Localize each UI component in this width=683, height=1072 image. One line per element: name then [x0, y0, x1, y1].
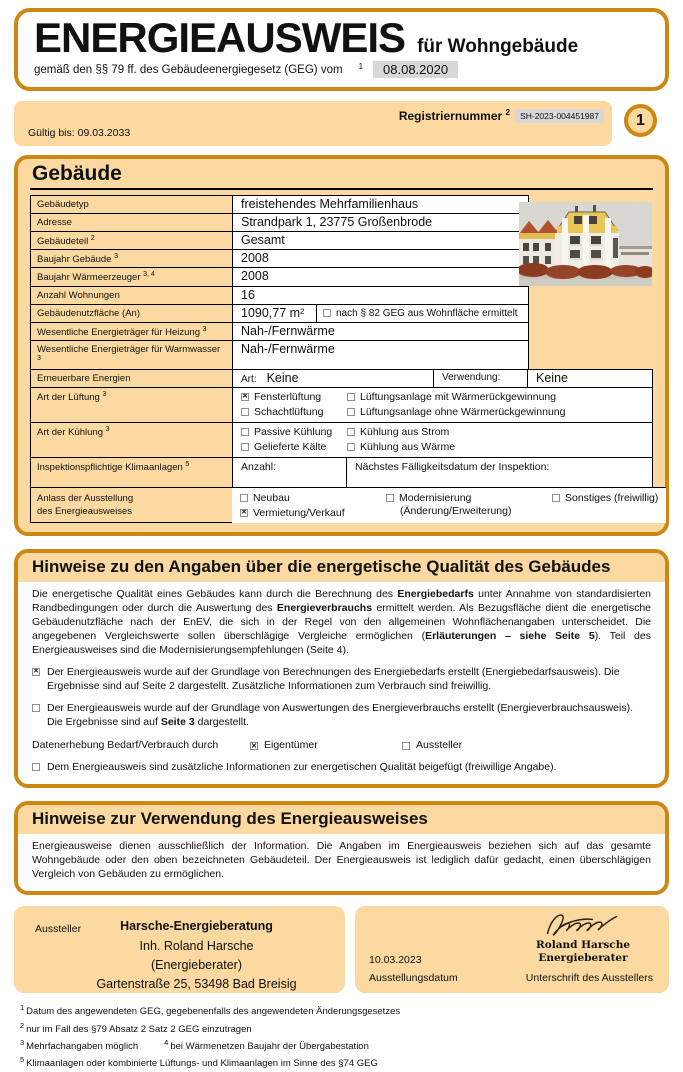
row-value-baujahr-gebaeude: 2008	[232, 249, 529, 268]
renewable-use-label: Verwendung:	[433, 369, 528, 388]
row-label-baujahr-gebaeude: Baujahr Gebäude $^3$	[30, 249, 233, 268]
footnotes	[14, 1002, 669, 1071]
additional-info-text: Dem Energieausweis sind zusätzliche Informationen zur energetischen Qualität beigefügt (freiwillige Angabe).	[47, 761, 557, 774]
row-value-adresse: Strandpark 1, 23775 Großenbrode	[232, 213, 529, 232]
row-label-anlass: Anlass der Ausstellung des Energieausweises	[30, 487, 233, 523]
footnote-5: $^5$ Klimaanlagen oder kombinierte Lüftungs- und Klimaanlagen im Sinne des §74 GEG	[20, 1055, 378, 1070]
bedarfsausweis-item	[32, 666, 651, 694]
checkbox-verbrauchsausweis[interactable]	[32, 704, 40, 712]
valid-until-date: 09.03.2033	[77, 127, 131, 140]
row-label-heizung: Wesentliche Energieträger für Heizung $^3$	[30, 322, 233, 341]
row-value-nutzflaeche: 1090,77 m²	[232, 304, 317, 323]
table-row-ventilation	[30, 387, 653, 423]
row-label-gebaeudetyp: Gebäudetyp	[30, 195, 233, 214]
checkbox-kuehlung-waerme[interactable]	[347, 443, 355, 451]
issue-date: 10.03.2023	[369, 954, 422, 967]
checkbox-wohnflaeche-label: nach § 82 GEG aus Wohnfläche ermittelt	[336, 307, 518, 319]
checkbox-aussteller[interactable]	[402, 742, 410, 750]
renewable-use-value: Keine	[527, 369, 653, 388]
issuer-box	[14, 906, 345, 993]
signature-scribble	[541, 911, 625, 939]
modernisierung-subnote: (Änderung/Erweiterung)	[400, 504, 512, 517]
row-label-erneuerbare: Erneuerbare Energien	[30, 369, 233, 388]
bedarfsausweis-text: Der Energieausweis wurde auf der Grundlage von Berechnungen des Energiebedarfs erstellt (Energiebedarfsausweis). Die Ergebnisse sind auf Seite 2 dargestellt. Zusätzliche Informationen zum Verbrauch sind freiwillig.	[47, 665, 620, 692]
row-label-warmwasser: Wesentliche Energieträger für Warmwasser $^3$	[30, 340, 233, 370]
footnote-marker-1: 1	[358, 62, 364, 72]
checkbox-fensterlueftung[interactable]: ✕	[242, 393, 248, 401]
additional-info-item	[32, 761, 651, 775]
table-row-occasion	[30, 487, 659, 523]
checkbox-sonstiges[interactable]	[552, 494, 560, 502]
data-collection-label: Datenerhebung Bedarf/Verbrauch durch	[32, 739, 219, 752]
checkbox-kuehlung-strom[interactable]	[347, 428, 355, 436]
checkbox-bedarfsausweis[interactable]: ✕	[33, 668, 39, 676]
registration-number: SH-2023-004451987	[515, 109, 604, 123]
cooling-options: Passive Kühlung Gelieferte Kälte Kühlung aus Strom Kühlung aus Wärme	[232, 422, 653, 458]
footnote-3-4: $^3$ Mehrfachangaben möglich $^4$ bei Wärmenetzen Baujahr der Übergabestation	[20, 1037, 369, 1053]
ventilation-options: ✕ Fensterlüftung Schachtlüftung Lüftungsanlage mit Wärmerückgewinnung Lüftungsanlage ohne Wärmerückgewinnung	[232, 387, 653, 423]
signer-name: Roland Harsche	[535, 939, 631, 952]
issuer-address: Gartenstraße 25, 53498 Bad Breisig	[96, 977, 297, 992]
geg-date-field: 08.08.2020	[373, 61, 458, 78]
usage-paragraph: Energieausweise dienen ausschließlich der Information. Die Angaben im Energieausweis beziehen sich auf das gesamte Wohngebäude oder den oben bezeichneten Gebäudeteil. Der Energieausweis ist lediglich dafür gedacht, einen überschlägigen Vergleich von Gebäuden zu ermöglichen.	[32, 840, 651, 881]
row-label-anzahl-wohnungen: Anzahl Wohnungen	[30, 286, 233, 305]
inspection-due-field[interactable]: Nächstes Fälligkeitsdatum der Inspektion:	[346, 457, 653, 488]
renewable-art-cell: Art: Keine	[232, 369, 434, 388]
checkbox-schachtlueftung[interactable]	[241, 408, 249, 416]
checkbox-eigentuemer[interactable]: ✕	[251, 742, 257, 750]
occasion-options: Neubau ✕ Vermietung/Verkauf Modernisierung (Änderung/Erweiterung) Sonstiges (freiwillig)	[232, 487, 666, 523]
row-value-baujahr-waermeerzeuger: 2008	[232, 267, 529, 286]
title-box	[14, 8, 669, 91]
checkbox-modernisierung[interactable]	[386, 494, 394, 502]
row-value-anzahl-wohnungen: 16	[232, 286, 529, 305]
section-usage-title: Hinweise zur Verwendung des Energieausweises	[18, 805, 665, 834]
checkbox-neubau[interactable]	[240, 494, 248, 502]
row-label-klimaanlagen: Inspektionspflichtige Klimaanlagen $^5$	[30, 457, 233, 488]
law-reference-text: gemäß den §§ 79 ff. des Gebäudeenergiegesetz (GEG) vom	[34, 63, 343, 76]
registration-label: Registriernummer $^2$	[398, 108, 510, 124]
renewable-art-value: Keine	[266, 370, 299, 385]
valid-until: Gültig bis: 09.03.2033	[28, 127, 131, 140]
issuer-owner: Inh. Roland Harsche	[139, 938, 254, 953]
section-usage-hints	[14, 801, 669, 895]
table-row	[30, 286, 653, 305]
signature-box	[355, 906, 669, 993]
table-row	[30, 340, 653, 370]
data-collection-row: Datenerhebung Bedarf/Verbrauch durch ✕ Eigentümer Aussteller	[32, 739, 463, 752]
verbrauchsausweis-text: Der Energieausweis wurde auf der Grundlage von Auswertungen des Energieverbrauchs erstellt (Energieverbrauchsausweis). Die Ergebnisse sind auf Seite 3 dargestellt.	[47, 701, 633, 728]
table-row-inspection	[30, 457, 653, 488]
row-label-nutzflaeche: Gebäudenutzfläche (An)	[30, 304, 233, 323]
section-quality-title: Hinweise zu den Angaben über die energetische Qualität des Gebäudes	[18, 553, 665, 582]
signature-label: Unterschrift des Ausstellers	[525, 972, 653, 985]
issuer-role: (Energieberater)	[150, 957, 242, 972]
checkbox-gelieferte-kaelte[interactable]	[241, 443, 249, 451]
quality-paragraph: Die energetische Qualität eines Gebäudes kann durch die Berechnung des Energiebedarfs unter Annahme von standardisierten Randbedingungen oder durch die Auswertung des Energieverbrauchs ermittelt werden. Als Bezugsfläche dient die energetische Gebäudenutzfläche nach der EnEV, die sich in der Regel von den allgemeinen Wohnflächenangaben unterscheidet. Die angegebenen Vergleichswerte sollen überschlägige Vergleiche ermöglichen (Erläuterungen – siehe Seite 5). Teil des Energieausweises sind die Modernisierungsempfehlungen (Seite 4).	[32, 587, 652, 656]
table-row-cooling	[30, 422, 653, 458]
table-row-renewable	[30, 369, 653, 388]
checkbox-vermietung-verkauf[interactable]: ✕	[241, 509, 247, 517]
footnote-2: $^2$ nur im Fall des §79 Absatz 2 Satz 2 GEG einzutragen	[20, 1020, 252, 1035]
row-label-lueftung: Art der Lüftung $^3$	[30, 387, 233, 423]
row-label-baujahr-waermeerzeuger: Baujahr Wärmeerzeuger $^{3, 4}$	[30, 267, 233, 286]
row-label-gebaeudeteil: Gebäudeteil $^2$	[30, 231, 233, 250]
row-value-gebaeudeteil: Gesamt	[232, 231, 529, 250]
issue-date-label: Ausstellungsdatum	[369, 972, 458, 985]
row-label-adresse: Adresse	[30, 213, 233, 232]
wohnflaeche-check-cell	[316, 304, 529, 323]
row-label-kuehlung: Art der Kühlung $^3$	[30, 422, 233, 458]
issuer-label: Aussteller	[35, 923, 82, 936]
section-building	[14, 155, 669, 536]
table-row	[30, 322, 653, 341]
row-value-gebaeudetyp: freistehendes Mehrfamilienhaus	[232, 195, 529, 214]
section-building-title: Gebäude	[30, 162, 653, 190]
row-value-warmwasser: Nah-/Fernwärme	[232, 340, 529, 370]
checkbox-wohnflaeche[interactable]	[323, 309, 331, 317]
page-title: ENERGIEAUSWEIS	[34, 14, 406, 61]
section-quality-hints	[14, 549, 669, 788]
building-photo	[519, 202, 652, 286]
checkbox-lueftung-ohne-wrg[interactable]	[347, 408, 355, 416]
page-number-badge: 1	[624, 104, 657, 137]
row-value-heizung: Nah-/Fernwärme	[232, 322, 529, 341]
checkbox-zusatzinfo[interactable]	[32, 763, 40, 771]
page-title-suffix: für Wohngebäude	[417, 36, 579, 57]
issuer-name: Harsche-Energieberatung	[120, 919, 273, 934]
checkbox-lueftung-mit-wrg[interactable]	[347, 393, 355, 401]
checkbox-passive-kuehlung[interactable]	[241, 428, 249, 436]
footnote-1: $^1$ Datum des angewendeten GEG, gegebenenfalls des angewendeten Änderungsgesetzes	[20, 1003, 401, 1018]
signer-title: Energieberater	[538, 952, 628, 965]
table-row	[30, 304, 653, 323]
verbrauchsausweis-item	[32, 702, 651, 730]
inspection-count-field[interactable]: Anzahl:	[232, 457, 347, 488]
validity-band	[14, 101, 612, 146]
